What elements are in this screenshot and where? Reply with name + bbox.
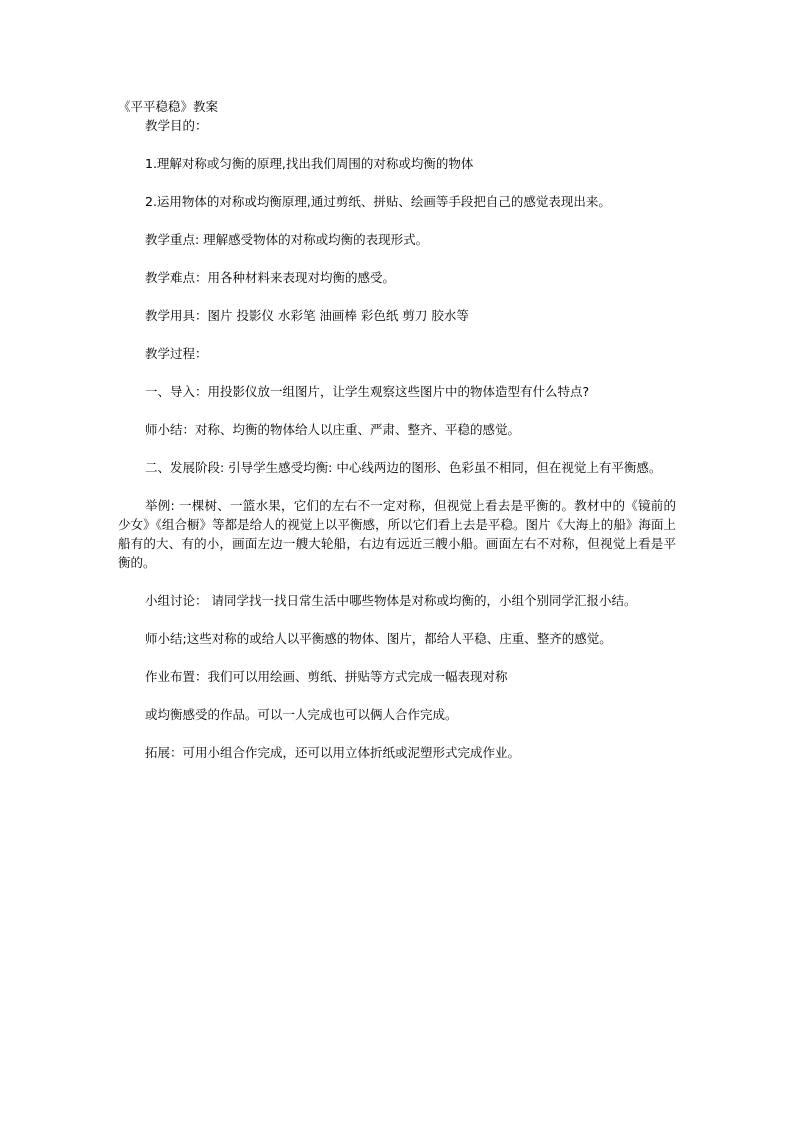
paragraph-extension: 拓展：可用小组合作完成，还可以用立体折纸或泥塑形式完成作业。 [145,745,521,760]
paragraph-key-point: 教学重点: 理解感受物体的对称或均衡的表现形式。 [145,232,429,247]
paragraph-homework: 作业布置：我们可以用绘画、剪纸、拼贴等方式完成一幅表现对称 [145,669,508,684]
paragraph-objective-1: 1.理解对称或匀衡的原理,找出我们周围的对称或均衡的物体 [145,156,474,171]
paragraph-objective-2: 2.运用物体的对称或均衡原理,通过剪纸、拼贴、绘画等手段把自己的感觉表现出来。 [145,194,611,209]
paragraph-process-heading: 教学过程： [145,346,208,361]
page-title: 《平平稳稳》教案 [118,99,219,114]
paragraph-teacher-summary-1: 师小结：对称、均衡的物体给人以庄重、严肃、整齐、平稳的感觉。 [145,422,521,437]
paragraph-group-discussion: 小组讨论： 请同学找一找日常生活中哪些物体是对称或均衡的，小组个别同学汇报小结。 [145,593,637,608]
paragraph-development-stage: 二、发展阶段: 引导学生感受均衡: 中心线两边的图形、色彩虽不相同，但在视觉上有平衡感。 [145,460,662,475]
paragraph-examples: 举例: 一棵树、一篮水果，它们的左右不一定对称，但视觉上看去是平衡的。教材中的《镜前的少女》《组合橱》等都是给人的视觉上以平衡感，所以它们看上去是平稳。图片《大海上的船》海面上船有的大、有的小，画面左边一艘大轮船，右边有远近三艘小船。画面左右不对称，但视觉上看是平衡的。 [118,498,676,570]
paragraph-homework-continued: 或均衡感受的作品。可以一人完成也可以俩人合作完成。 [145,707,458,722]
paragraph-difficulty: 教学难点：用各种材料来表现对均衡的感受。 [145,270,396,285]
paragraph-teaching-tools: 教学用具：图片 投影仪 水彩笔 油画棒 彩色纸 剪刀 胶水等 [145,308,469,323]
paragraph-introduction: 一、导入：用投影仪放一组图片，让学生观察这些图片中的物体造型有什么特点? [145,384,590,399]
objectives-heading: 教学目的： [145,118,208,133]
document-body [118,97,676,762]
paragraph-teacher-summary-2: 师小结;这些对称的或给人以平衡感的物体、图片，都给人平稳、庄重、整齐的感觉。 [145,631,612,646]
